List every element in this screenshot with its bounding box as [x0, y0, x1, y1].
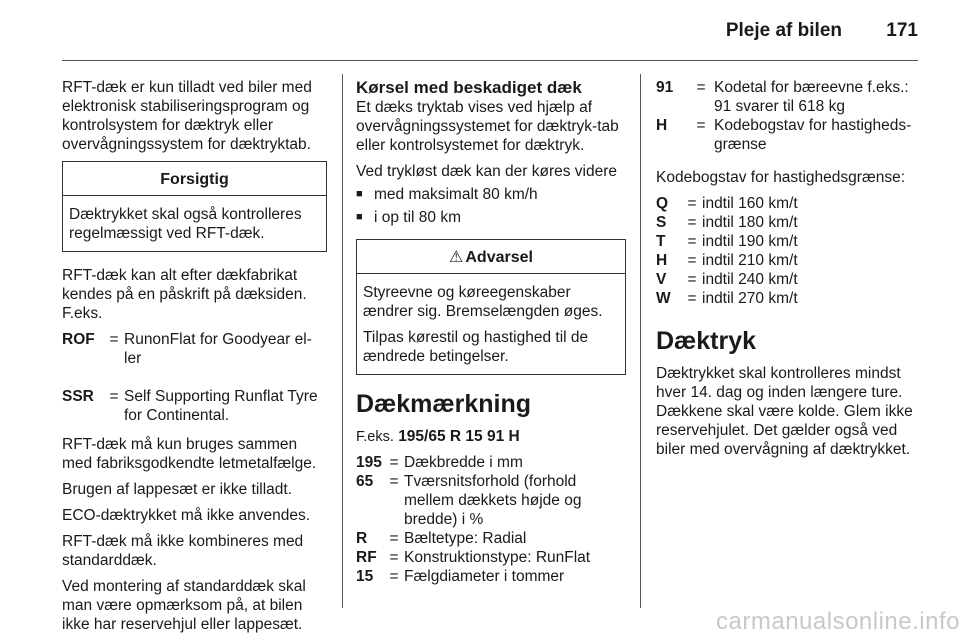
def-row	[62, 330, 327, 368]
rft-intro: RFT-dæk er kun tilladt ved biler med elektronisk stabiliseringsprogram og kontrolsystem for dæktryk eller overvågningssystem for dæktryktab.	[62, 79, 312, 153]
bullet-icon: ■	[356, 211, 363, 223]
equals-sign: =	[109, 388, 119, 405]
speed-row: Q = indtil 160 km/t	[656, 195, 798, 212]
paragraph: Brugen af lappesæt er ikke tilladt.	[62, 481, 293, 498]
speed-row: H = indtil 210 km/t	[656, 252, 798, 269]
page-title: Pleje af bilen	[725, 20, 842, 41]
list-item: ■ med maksimalt 80 km/h	[356, 186, 538, 203]
tyre-marking-title: Dækmærkning	[356, 390, 532, 418]
list-item: ■ i op til 80 km	[356, 209, 462, 226]
caution-text: Dæktrykket skal også kontrolleres regelmæssigt ved RFT-dæk.	[69, 206, 302, 242]
def-key: SSR	[62, 388, 94, 405]
warning-text: Tilpas kørestil og hastighed til de ændrede betingelser.	[363, 329, 589, 365]
def-row: 195 = Dækbredde i mm	[356, 454, 523, 471]
watermark: carmanualsonline.info	[716, 608, 960, 635]
damaged-tyre-heading: Kørsel med beskadiget dæk	[356, 78, 582, 97]
speed-row: S = indtil 180 km/t	[656, 214, 798, 231]
caution-title: Forsigtig	[63, 162, 326, 196]
def-row: RF = Konstruktionstype: RunFlat	[356, 549, 591, 566]
tyre-pressure-text: Dæktrykket skal kontrolleres mindst hver 14. dag og inden længere ture. Dækkene skal være kolde. Glem ikke reservehjulet. Det gælder også ved biler med overvågning af dæktrykket.	[656, 365, 913, 458]
page-number: 171	[886, 20, 918, 41]
def-row: H = Kodebogstav for hastigheds-grænse	[656, 117, 912, 153]
warning-box	[356, 239, 626, 375]
def-row: 15 = Fælgdiameter i tommer	[356, 568, 565, 585]
paragraph: Ved trykløst dæk kan der køres videre	[356, 163, 618, 180]
marking-intro: RFT-dæk kan alt efter dækfabrikat kendes på en påskrift på dæksiden. F.eks.	[62, 267, 307, 322]
def-value: Self Supporting Runflat Tyre for Continental.	[124, 388, 318, 424]
caution-box	[62, 161, 327, 252]
column-divider	[640, 74, 641, 608]
warning-title: Advarsel	[465, 249, 533, 266]
tyre-pressure-title: Dæktryk	[656, 327, 757, 355]
paragraph: RFT-dæk må ikke kombineres med standarddæk.	[62, 533, 304, 569]
warning-header	[357, 240, 625, 274]
speed-row: T = indtil 190 km/t	[656, 233, 798, 250]
def-row	[62, 387, 327, 425]
paragraph: Et dæks tryktab vises ved hjælp af overvågningssystemet for dæktryk-tab eller kontrolsystemet for dæktryk.	[356, 99, 619, 154]
paragraph: ECO-dæktrykket må ikke anvendes.	[62, 507, 311, 524]
equals-sign: =	[109, 331, 119, 348]
speed-row: W = indtil 270 km/t	[656, 290, 798, 307]
def-value: RunonFlat for Goodyear el-ler	[124, 331, 312, 367]
def-row: R = Bæltetype: Radial	[356, 530, 527, 547]
column-3	[656, 78, 926, 466]
warning-text: Styreevne og køreegenskaber ændrer sig. Bremselængden øges.	[363, 284, 603, 320]
def-row: 91 = Kodetal for bæreevne f.eks.: 91 svarer til 618 kg	[656, 79, 909, 115]
warning-triangle-icon: ⚠	[449, 249, 464, 266]
page-header	[0, 0, 960, 62]
column-divider	[342, 74, 343, 608]
example-line	[356, 427, 626, 447]
example-code: 195/65 R 15 91 H	[398, 428, 520, 445]
header-divider	[62, 60, 918, 61]
speed-intro: Kodebogstav for hastighedsgrænse:	[656, 169, 906, 186]
def-row: 65 = Tværsnitsforhold (forhold mellem dækkets højde og bredde) i %	[356, 473, 582, 528]
paragraph: RFT-dæk må kun bruges sammen med fabriksgodkendte letmetalfælge.	[62, 436, 317, 472]
column-1	[62, 78, 327, 641]
column-2	[356, 78, 626, 586]
bullet-icon: ■	[356, 188, 363, 200]
def-key: ROF	[62, 331, 95, 348]
speed-row: V = indtil 240 km/t	[656, 271, 798, 288]
paragraph: Ved montering af standarddæk skal man være opmærksom på, at bilen ikke har reservehjul eller lappesæt.	[62, 578, 306, 633]
example-prefix: F.eks.	[356, 429, 394, 445]
